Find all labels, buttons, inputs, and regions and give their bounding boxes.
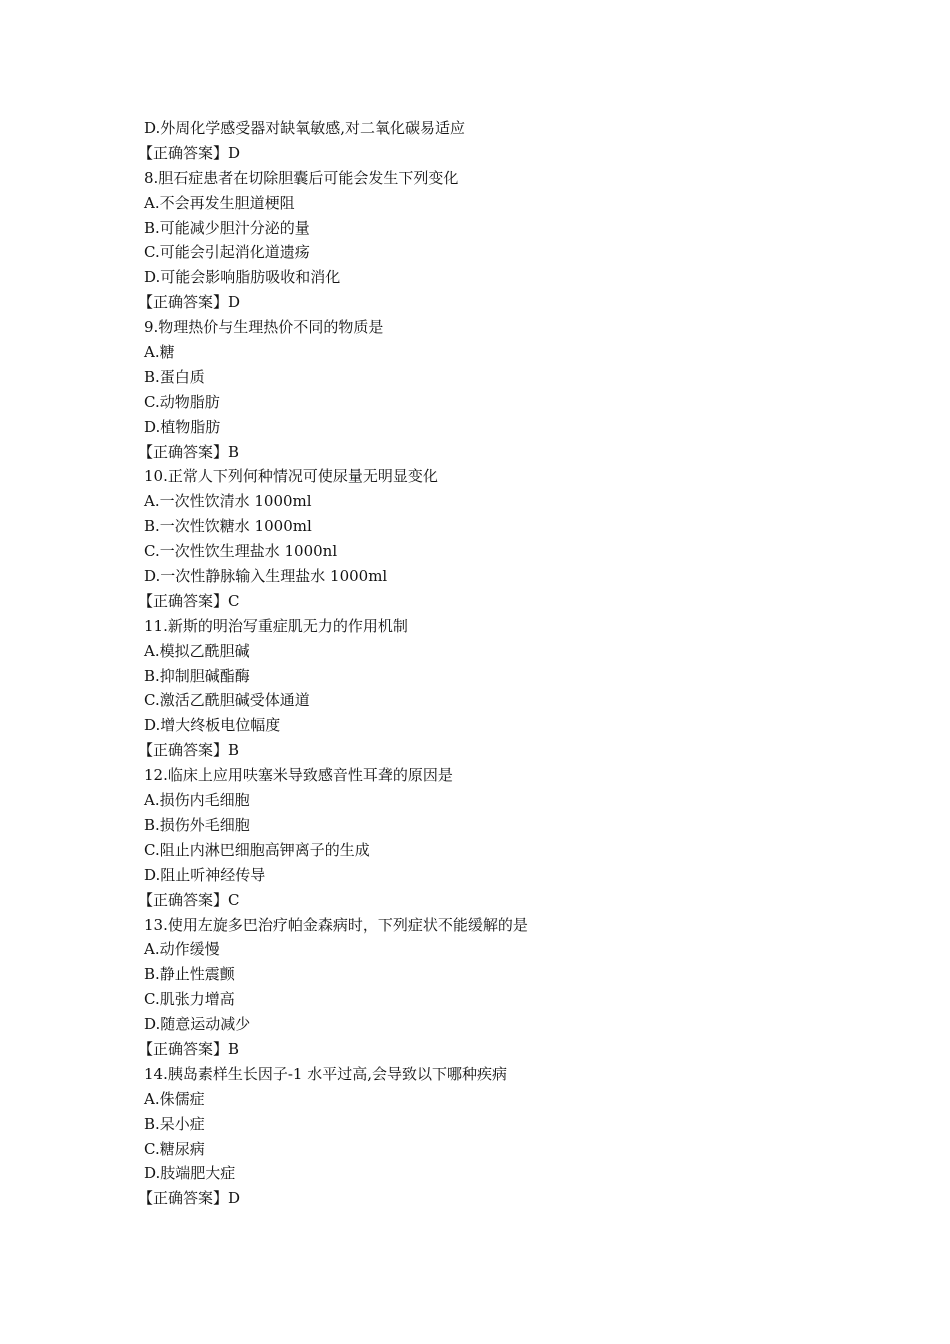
answer-option: D.阻止听神经传导 (144, 865, 266, 884)
answer-option: D.肢端肥大症 (144, 1164, 236, 1183)
answer-option: B.蛋白质 (144, 367, 205, 386)
correct-answer-label: 【正确答案】D (138, 143, 241, 162)
answer-option: D.可能会影响脂肪吸收和消化 (144, 268, 341, 287)
answer-option: B.可能减少胆汁分泌的量 (144, 218, 310, 237)
answer-option: A.模拟乙酰胆碱 (144, 641, 250, 660)
answer-option: A.损伤内毛细胞 (144, 791, 250, 810)
answer-option: B.呆小症 (144, 1114, 205, 1133)
answer-option: A.糖 (144, 343, 175, 362)
answer-option: D.外周化学感受器对缺氧敏感,对二氧化碳易适应 (144, 119, 466, 137)
question-text: 13.使用左旋多巴治疗帕金森病时，下列症状不能缓解的是 (144, 915, 528, 934)
answer-option: A.不会再发生胆道梗阻 (144, 193, 295, 212)
correct-answer-label: 【正确答案】B (138, 741, 240, 760)
question-list (138, 116, 844, 1211)
answer-option: C.激活乙酰胆碱受体通道 (144, 691, 310, 710)
answer-option: A.一次性饮清水 1000ml (144, 492, 312, 511)
answer-option: B.损伤外毛细胞 (144, 815, 250, 834)
answer-option: C.肌张力增高 (144, 990, 235, 1009)
answer-option: A.动作缓慢 (144, 940, 220, 959)
answer-option: C.一次性饮生理盐水 1000nl (144, 542, 338, 561)
answer-option: D.增大终板电位幅度 (144, 716, 281, 735)
question-text: 12.临床上应用呋塞米导致感音性耳聋的原因是 (144, 766, 453, 785)
answer-option: B.静止性震颤 (144, 965, 235, 984)
question-text: 10.正常人下列何种情况可使尿量无明显变化 (144, 467, 438, 486)
correct-answer-label: 【正确答案】B (138, 442, 240, 461)
answer-option: D.植物脂肪 (144, 417, 221, 436)
question-text: 11.新斯的明治写重症肌无力的作用机制 (144, 616, 408, 635)
question-text: 14.胰岛素样生长因子-1 水平过高,会导致以下哪种疾病 (144, 1064, 508, 1083)
answer-option: B.抑制胆碱酯酶 (144, 666, 250, 685)
answer-option: C.糖尿病 (144, 1139, 205, 1158)
question-text: 9.物理热价与生理热价不同的物质是 (144, 318, 384, 337)
answer-option: B.一次性饮糖水 1000ml (144, 517, 312, 536)
answer-option: C.可能会引起消化道遗疡 (144, 243, 310, 262)
answer-option: C.动物脂肪 (144, 392, 220, 411)
correct-answer-label: 【正确答案】C (138, 890, 240, 909)
correct-answer-label: 【正确答案】B (138, 1039, 240, 1058)
question-text: 8.胆石症患者在切除胆囊后可能会发生下列变化 (144, 168, 459, 187)
answer-option: D.随意运动减少 (144, 1015, 251, 1034)
answer-option: C.阻止内淋巴细胞高钾离子的生成 (144, 840, 370, 859)
correct-answer-label: 【正确答案】D (138, 293, 241, 312)
correct-answer-label: 【正确答案】D (138, 1189, 241, 1208)
answer-option: D.一次性静脉输入生理盐水 1000ml (144, 567, 388, 586)
correct-answer-label: 【正确答案】C (138, 591, 240, 610)
answer-option: A.侏儒症 (144, 1089, 205, 1108)
